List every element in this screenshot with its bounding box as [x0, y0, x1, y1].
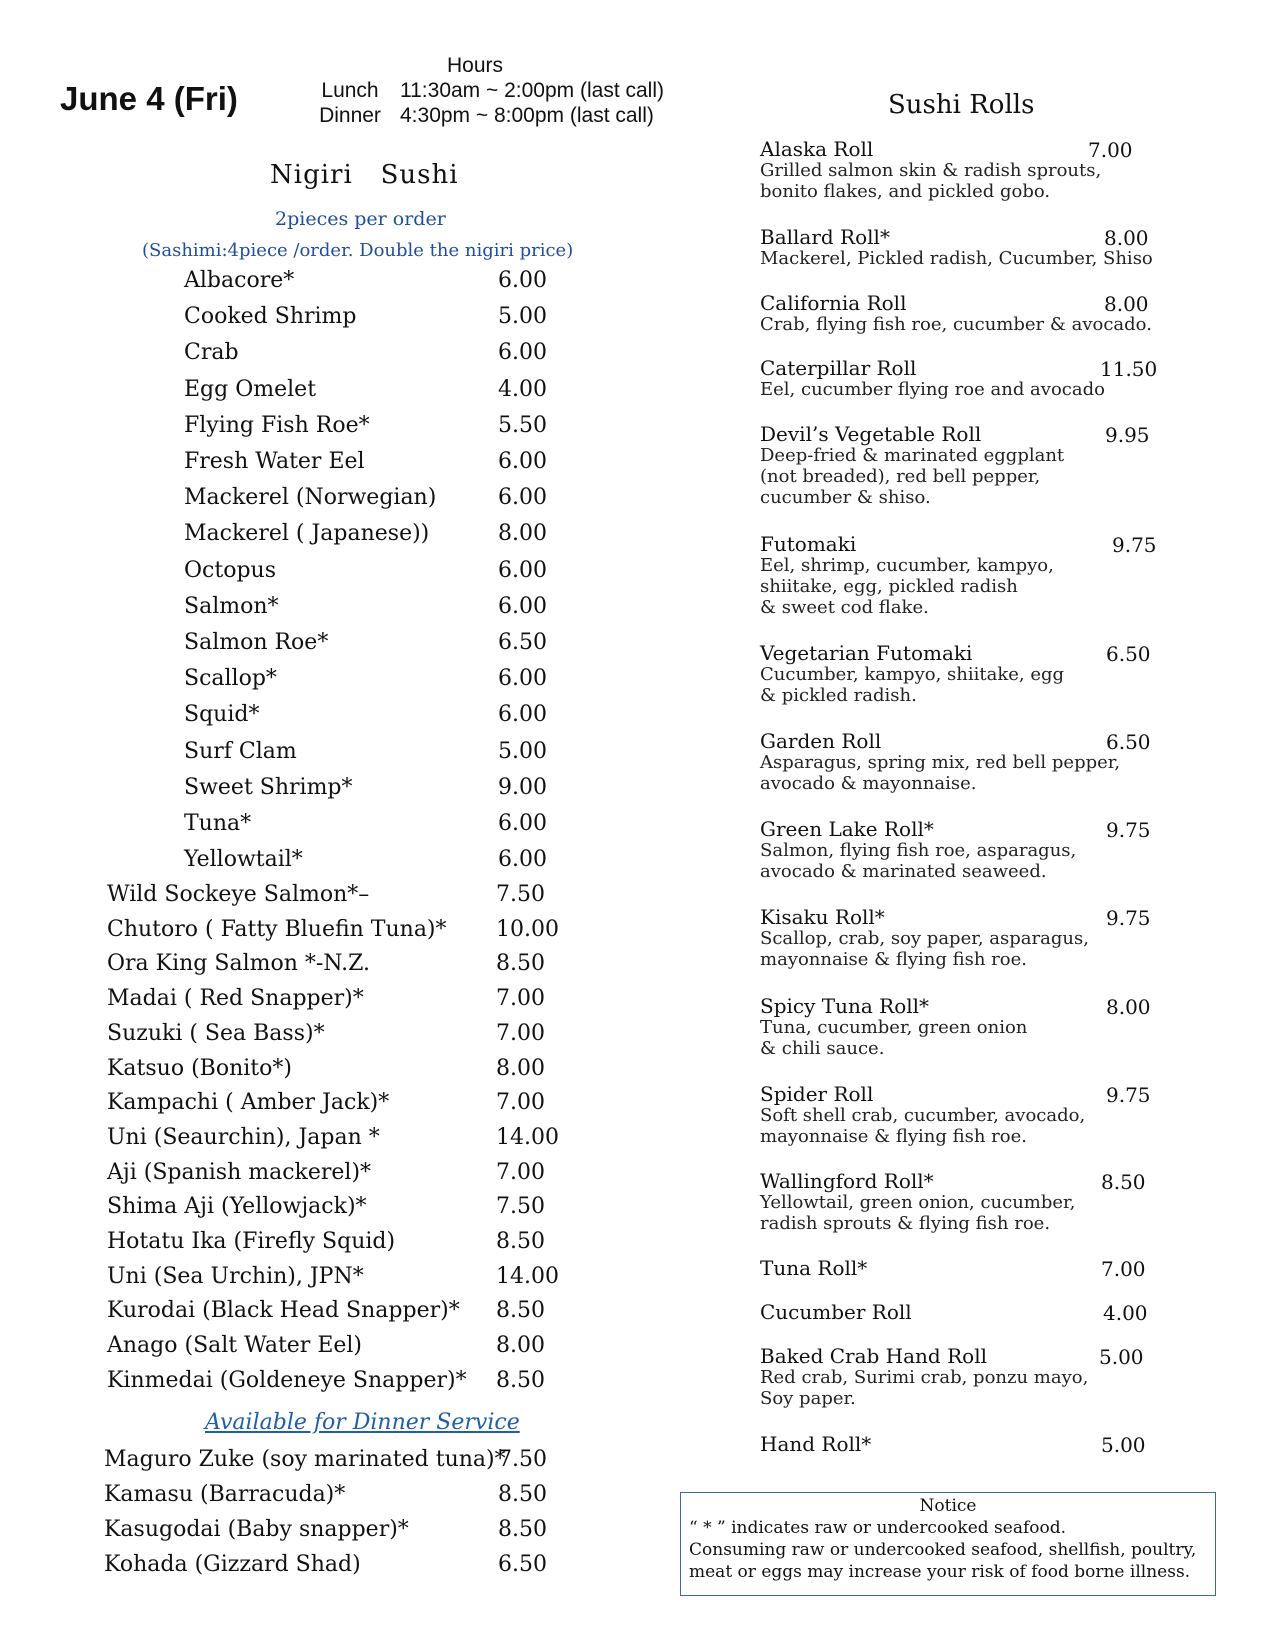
roll-price: 9.75 [1106, 1083, 1151, 1107]
roll-item [760, 642, 1170, 706]
roll-name: Ballard Roll* [760, 225, 890, 249]
item-name: Hotatu Ika (Firefly Squid) [107, 1229, 396, 1254]
roll-description: Eel, cucumber flying roe and avocado [760, 379, 1105, 400]
roll-description: Grilled salmon skin & radish sprouts, bonito flakes, and pickled gobo. [760, 160, 1102, 202]
roll-price: 9.75 [1112, 533, 1157, 557]
roll-price: 9.75 [1106, 818, 1151, 842]
item-name: Maguro Zuke (soy marinated tuna)* [104, 1447, 506, 1472]
item-price: 8.00 [498, 521, 547, 547]
nigiri-subtitle-pieces: 2pieces per order [275, 208, 446, 230]
roll-name: Caterpillar Roll [760, 356, 917, 380]
item-name: Kurodai (Black Head Snapper)* [107, 1298, 460, 1324]
item-name: Katsuo (Bonito*) [107, 1055, 292, 1081]
sushi-rolls-title: Sushi Rolls [888, 90, 1035, 120]
item-name: Kamasu (Barracuda)* [104, 1482, 346, 1507]
roll-item [760, 730, 1170, 794]
item-price: 5.00 [498, 304, 547, 330]
item-name: Yellowtail* [184, 847, 303, 873]
roll-item [760, 995, 1170, 1059]
roll-item [760, 1257, 1170, 1279]
roll-name: Hand Roll* [760, 1432, 872, 1456]
item-price: 6.00 [498, 702, 547, 728]
item-price: 9.00 [498, 774, 547, 800]
roll-item [760, 138, 1170, 202]
roll-description: Scallop, crab, soy paper, asparagus, mayonnaise & flying fish roe. [760, 928, 1089, 970]
roll-description: Soft shell crab, cucumber, avocado, mayonnaise & flying fish roe. [760, 1105, 1086, 1147]
item-name: Squid* [184, 702, 260, 728]
item-price: 8.50 [496, 1229, 545, 1254]
roll-item [760, 818, 1170, 882]
item-price: 7.00 [496, 1159, 545, 1185]
roll-item [760, 1301, 1170, 1323]
roll-name: Futomaki [760, 532, 857, 556]
item-name: Wild Sockeye Salmon*– [107, 882, 370, 907]
roll-description: Yellowtail, green onion, cucumber, radish sprouts & flying fish roe. [760, 1192, 1076, 1234]
nigiri-subtitle-sashimi: (Sashimi:4piece /order. Double the nigiri price) [142, 240, 574, 261]
item-price: 6.00 [498, 593, 547, 619]
item-name: Cooked Shrimp [184, 304, 357, 330]
dinner-label: Dinner [319, 104, 381, 127]
notice-title: Notice [919, 1496, 977, 1516]
hours-title: Hours [446, 54, 504, 77]
item-price: 6.00 [498, 847, 547, 873]
roll-description: Asparagus, spring mix, red bell pepper, avocado & mayonnaise. [760, 752, 1121, 794]
item-name: Kohada (Gizzard Shad) [104, 1552, 361, 1577]
item-name: Octopus [184, 557, 276, 583]
item-name: Uni (Seaurchin), Japan * [107, 1124, 380, 1150]
item-name: Kampachi ( Amber Jack)* [107, 1090, 390, 1116]
item-name: Fresh Water Eel [184, 449, 365, 474]
item-name: Albacore* [184, 268, 295, 293]
dinner-hours [300, 103, 710, 128]
item-price: 7.00 [496, 1090, 545, 1116]
item-name: Ora King Salmon *-N.Z. [107, 951, 371, 977]
roll-name: Wallingford Roll* [760, 1169, 934, 1193]
item-price: 5.00 [498, 738, 547, 764]
roll-item [760, 1083, 1170, 1147]
notice-line-2: Consuming raw or undercooked seafood, shellfish, poultry, [689, 1540, 1197, 1560]
roll-price: 6.50 [1106, 642, 1151, 666]
item-price: 6.50 [498, 630, 547, 655]
roll-description: Salmon, flying fish roe, asparagus, avocado & marinated seaweed. [760, 840, 1077, 882]
item-price: 5.50 [498, 412, 547, 438]
roll-price: 6.50 [1106, 730, 1151, 754]
roll-name: Alaska Roll [760, 137, 874, 161]
item-price: 6.00 [498, 340, 547, 366]
item-name: Salmon* [184, 593, 279, 619]
roll-item [760, 226, 1170, 269]
roll-name: Kisaku Roll* [760, 905, 885, 929]
item-price: 8.00 [496, 1333, 545, 1359]
hours-block [300, 54, 710, 128]
roll-name: Spider Roll [760, 1082, 874, 1106]
item-price: 8.00 [496, 1055, 545, 1081]
notice-box [680, 1492, 1216, 1596]
item-price: 8.50 [496, 951, 545, 977]
item-name: Salmon Roe* [184, 630, 329, 655]
lunch-label: Lunch [321, 79, 379, 102]
roll-item [760, 292, 1170, 335]
roll-price: 8.00 [1104, 226, 1149, 250]
item-price: 14.00 [496, 1124, 559, 1150]
roll-price: 9.75 [1106, 906, 1151, 930]
item-price: 8.50 [498, 1482, 547, 1507]
roll-item [760, 1433, 1170, 1455]
roll-description: Tuna, cucumber, green onion & chili sauce. [760, 1017, 1028, 1059]
item-name: Aji (Spanish mackerel)* [107, 1159, 372, 1185]
item-price: 7.50 [498, 1447, 547, 1472]
roll-price: 11.50 [1100, 357, 1158, 381]
item-price: 8.50 [496, 1298, 545, 1324]
item-price: 6.00 [498, 268, 547, 293]
roll-price: 7.00 [1101, 1257, 1146, 1281]
item-price: 14.00 [496, 1263, 559, 1289]
item-price: 6.50 [498, 1552, 547, 1577]
roll-description: Eel, shrimp, cucumber, kampyo, shiitake, egg, pickled radish & sweet cod flake. [760, 555, 1054, 618]
lunch-time: 11:30am ~ 2:00pm (last call) [400, 79, 664, 102]
roll-name: Green Lake Roll* [760, 817, 934, 841]
item-name: Anago (Salt Water Eel) [107, 1333, 363, 1359]
item-price: 8.50 [496, 1367, 545, 1393]
item-name: Sweet Shrimp* [184, 774, 353, 800]
dinner-service-note: Available for Dinner Service [205, 1410, 520, 1435]
item-price: 6.00 [498, 449, 547, 474]
roll-item [760, 357, 1170, 400]
roll-item [760, 906, 1170, 970]
item-price: 8.50 [498, 1517, 547, 1542]
item-name: Surf Clam [184, 738, 297, 764]
item-price: 10.00 [496, 916, 559, 942]
roll-description: Mackerel, Pickled radish, Cucumber, Shiso [760, 248, 1153, 269]
item-name: Madai ( Red Snapper)* [107, 986, 364, 1012]
roll-name: Cucumber Roll [760, 1300, 912, 1324]
item-name: Mackerel ( Japanese)) [184, 521, 430, 547]
item-name: Shima Aji (Yellowjack)* [107, 1194, 367, 1220]
item-name: Egg Omelet [184, 376, 317, 402]
roll-description: Red crab, Surimi crab, ponzu mayo, Soy paper. [760, 1367, 1089, 1409]
menu-date: June 4 (Fri) [60, 80, 238, 117]
item-price: 7.50 [496, 1194, 545, 1220]
roll-price: 8.00 [1104, 292, 1149, 316]
roll-item [760, 533, 1170, 618]
roll-price: 8.00 [1106, 995, 1151, 1019]
roll-name: Garden Roll [760, 729, 882, 753]
roll-price: 5.00 [1101, 1433, 1146, 1457]
item-name: Scallop* [184, 666, 277, 692]
item-name: Suzuki ( Sea Bass)* [107, 1020, 325, 1046]
item-price: 6.00 [498, 666, 547, 692]
item-name: Kasugodai (Baby snapper)* [104, 1517, 409, 1542]
roll-price: 4.00 [1103, 1301, 1148, 1325]
item-name: Mackerel (Norwegian) [184, 485, 437, 511]
roll-name: Tuna Roll* [760, 1256, 868, 1280]
roll-name: Baked Crab Hand Roll [760, 1344, 987, 1368]
nigiri-title: Nigiri Sushi [270, 160, 459, 190]
item-name: Chutoro ( Fatty Bluefin Tuna)* [107, 916, 447, 942]
roll-price: 9.95 [1105, 423, 1150, 447]
roll-price: 8.50 [1101, 1170, 1146, 1194]
item-price: 7.50 [496, 882, 545, 907]
roll-name: Spicy Tuna Roll* [760, 994, 930, 1018]
roll-name: Vegetarian Futomaki [760, 641, 973, 665]
roll-item [760, 423, 1170, 508]
item-name: Crab [184, 340, 239, 366]
item-name: Uni (Sea Urchin), JPN* [107, 1263, 364, 1289]
roll-name: California Roll [760, 291, 907, 315]
item-price: 6.00 [498, 485, 547, 511]
roll-price: 7.00 [1088, 138, 1133, 162]
roll-item [760, 1345, 1170, 1409]
roll-price: 5.00 [1099, 1345, 1144, 1369]
roll-name: Devil’s Vegetable Roll [760, 422, 982, 446]
roll-description: Crab, flying fish roe, cucumber & avocado. [760, 314, 1152, 335]
roll-description: Cucumber, kampyo, shiitake, egg & pickled radish. [760, 664, 1065, 706]
lunch-hours [300, 78, 710, 103]
item-price: 4.00 [498, 376, 547, 402]
notice-line-3: meat or eggs may increase your risk of food borne illness. [689, 1562, 1191, 1582]
item-name: Kinmedai (Goldeneye Snapper)* [107, 1367, 467, 1393]
item-price: 7.00 [496, 1020, 545, 1046]
notice-line-1: “ * ” indicates raw or undercooked seafood. [689, 1518, 1067, 1538]
item-name: Tuna* [184, 811, 252, 836]
item-price: 6.00 [498, 557, 547, 583]
item-price: 7.00 [496, 986, 545, 1012]
item-price: 6.00 [498, 811, 547, 836]
roll-description: Deep-fried & marinated eggplant (not breaded), red bell pepper, cucumber & shiso. [760, 445, 1065, 508]
roll-item [760, 1170, 1170, 1234]
item-name: Flying Fish Roe* [184, 412, 370, 438]
dinner-time: 4:30pm ~ 8:00pm (last call) [400, 104, 654, 127]
